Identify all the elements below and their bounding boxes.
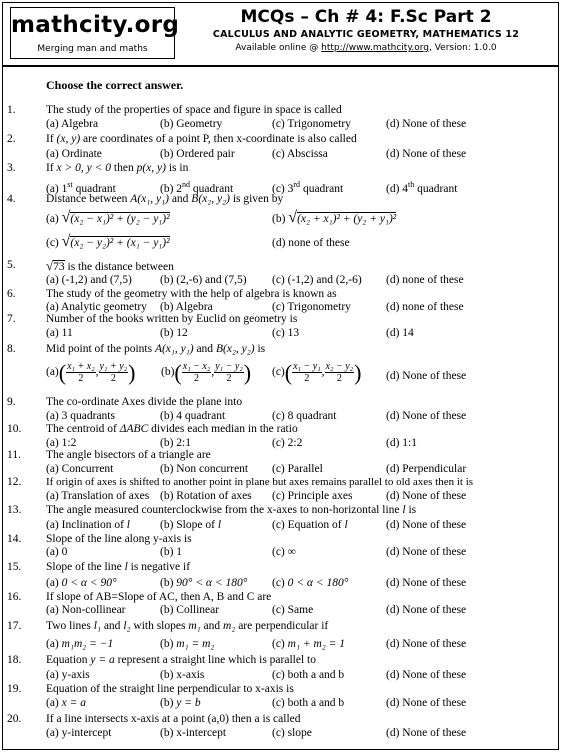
question-number: 9. xyxy=(7,396,16,408)
option-a[interactable]: (a) 0 < α < 90° xyxy=(46,577,117,589)
question-15 xyxy=(0,561,563,591)
option-c[interactable]: (c) both a and b xyxy=(272,669,345,681)
option-b[interactable]: (b) m₁ = m₂ xyxy=(160,638,215,650)
tagline: Merging man and maths xyxy=(37,44,148,54)
question-text: The angle measured counterclockwise from the x-axes to non-horizontal line l is xyxy=(46,504,417,516)
header-info xyxy=(178,6,554,55)
option-c[interactable]: (c) ∞ xyxy=(272,546,296,558)
option-b[interactable]: (b) Rotation of axes xyxy=(160,490,252,502)
option-b[interactable]: (b) 2:1 xyxy=(160,437,191,449)
question-text: Equation y = a represent a straight line which is parallel to xyxy=(46,654,316,666)
option-c[interactable]: (c) 0 < α < 180° xyxy=(272,577,349,589)
option-a[interactable]: (a) 1st quadrant xyxy=(46,180,116,195)
option-a[interactable]: (a) (-1,2) and (7,5) xyxy=(46,274,132,286)
option-c[interactable]: (c) Trigonometry xyxy=(272,301,351,313)
question-13 xyxy=(0,504,563,532)
question-text: If origin of axes is shifted to another point in plane but axes remains parallel to old axes then it is xyxy=(46,476,474,488)
availability-line xyxy=(178,42,554,55)
question-text: Slope of the line l is negative if xyxy=(46,561,191,573)
option-c[interactable]: (c) Parallel xyxy=(272,463,323,475)
question-7 xyxy=(0,313,563,341)
question-number: 14. xyxy=(7,533,22,545)
question-number: 6. xyxy=(7,288,16,300)
option-c[interactable]: (c) Equation of l xyxy=(272,519,348,531)
option-d[interactable]: (d) Perpendicular xyxy=(386,463,467,475)
question-number: 5. xyxy=(7,259,16,271)
option-a[interactable]: (a) Non-collinear xyxy=(46,604,126,616)
option-a[interactable]: (a) Analytic geometry xyxy=(46,301,147,313)
option-d[interactable]: (d) None of these xyxy=(386,546,467,558)
option-b[interactable]: (b) Slope of l xyxy=(160,519,222,531)
question-number: 18. xyxy=(7,654,22,666)
question-text: If slope of AB=Slope of AC, then A, B and C are xyxy=(46,591,272,603)
option-b[interactable]: (b) 90° < α < 180° xyxy=(160,577,248,589)
option-a[interactable]: (a) y-axis xyxy=(46,669,90,681)
question-9 xyxy=(0,396,563,424)
option-c[interactable]: (c) 3rd quadrant xyxy=(272,180,344,195)
option-c[interactable]: (c) Principle axes xyxy=(272,490,353,502)
question-text: If x > 0, y < 0 then p(x, y) is in xyxy=(46,162,189,174)
option-b[interactable]: (b) √(x₂ + x₁)² + (y₂ + y₁)² xyxy=(272,209,397,226)
question-number: 15. xyxy=(7,561,22,573)
option-c[interactable]: (c) (-1,2) and (2,-6) xyxy=(272,274,362,286)
question-number: 1. xyxy=(7,104,16,116)
question-number: 13. xyxy=(7,504,22,516)
question-text: The centroid of ΔABC divides each median in the ratio xyxy=(46,423,298,435)
option-d[interactable]: (d) None of these xyxy=(386,519,467,531)
question-number: 17. xyxy=(7,620,22,632)
option-b[interactable]: (b) Geometry xyxy=(160,118,223,130)
option-a[interactable]: (a) m₁m₂ = −1 xyxy=(46,638,114,650)
question-18 xyxy=(0,654,563,682)
option-d[interactable]: (d) none of these xyxy=(386,274,464,286)
option-c[interactable]: (c) Same xyxy=(272,604,314,616)
option-a[interactable]: (a) 0 xyxy=(46,546,68,558)
question-text: Slope of the line along y-axis is xyxy=(46,533,192,545)
option-d[interactable]: (d) none of these xyxy=(272,237,350,249)
question-4 xyxy=(0,193,563,253)
option-a[interactable]: (a) Concurrent xyxy=(46,463,114,475)
option-d[interactable]: (d) None of these xyxy=(386,697,467,709)
option-a[interactable]: (a) Inclination of l xyxy=(46,519,130,531)
option-d[interactable]: (d) None of these xyxy=(386,370,467,382)
question-text: The study of the geometry with the help of algebra is known as xyxy=(46,288,337,300)
question-number: 16. xyxy=(7,591,22,603)
question-number: 20. xyxy=(7,713,22,725)
option-a[interactable]: (a) √(x₂ − x₁)² + (y₂ − y₁)² xyxy=(46,209,170,226)
question-2 xyxy=(0,133,563,161)
option-d[interactable]: (d) None of these xyxy=(386,669,467,681)
question-text: The co-ordinate Axes divide the plane into xyxy=(46,396,243,408)
option-a[interactable]: (a) y-intercept xyxy=(46,727,112,739)
question-12 xyxy=(0,476,563,504)
question-number: 19. xyxy=(7,683,22,695)
question-number: 10. xyxy=(7,423,22,435)
option-a[interactable]: (a) Translation of axes xyxy=(46,490,150,502)
question-8 xyxy=(0,343,563,395)
option-a[interactable]: (a) 11 xyxy=(46,327,73,339)
option-d[interactable]: (d) None of these xyxy=(386,727,467,739)
option-c[interactable]: (c) 8 quadrant xyxy=(272,410,337,422)
option-a[interactable]: (a)( $\frac{\text{x₁ + x₂}}{2}$ , $\frac{\text{y₁ + y₂}}{2}$ ) xyxy=(46,360,136,385)
page-subtitle: CALCULUS AND ANALYTIC GEOMETRY, MATHEMATICS 12 xyxy=(212,29,520,40)
option-b[interactable]: (b) Non concurrent xyxy=(160,463,249,475)
option-b[interactable]: (b) y = b xyxy=(160,697,201,709)
question-text: Distance between A(x₁, y₁) and B(x₂, y₂) is given by xyxy=(46,193,284,205)
option-d[interactable]: (d) 14 xyxy=(386,327,414,339)
option-d[interactable]: (d) 4th quadrant xyxy=(386,180,458,195)
option-a[interactable]: (a) 3 quadrants xyxy=(46,410,115,422)
question-14 xyxy=(0,533,563,561)
version-text: , Version: 1.0.0 xyxy=(429,43,497,53)
question-text: Number of the books written by Euclid on geometry is xyxy=(46,313,298,325)
option-b[interactable]: (b) Collinear xyxy=(160,604,220,616)
question-number: 4. xyxy=(7,193,16,205)
question-text: The angle bisectors of a triangle are xyxy=(46,449,211,461)
question-11 xyxy=(0,449,563,477)
option-d[interactable]: (d) None of these xyxy=(386,577,467,589)
option-d[interactable]: (d) 1:1 xyxy=(386,437,417,449)
option-d[interactable]: (d) None of these xyxy=(386,490,467,502)
option-a[interactable]: (a) Algebra xyxy=(46,118,99,130)
option-d[interactable]: (d) None of these xyxy=(386,604,467,616)
question-text: Equation of the straight line perpendicular to x-axis is xyxy=(46,683,294,695)
option-c[interactable]: (c) Trigonometry xyxy=(272,118,351,130)
question-20 xyxy=(0,713,563,741)
question-17 xyxy=(0,620,563,650)
question-1 xyxy=(0,104,563,132)
option-a[interactable]: (a) 1:2 xyxy=(46,437,77,449)
option-b[interactable]: (b) (2,-6) and (7,5) xyxy=(160,274,247,286)
question-number: 8. xyxy=(7,343,16,355)
option-b[interactable]: (b) 12 xyxy=(160,327,188,339)
option-a[interactable]: (a) Ordinate xyxy=(46,148,102,160)
option-c[interactable]: (c) 13 xyxy=(272,327,300,339)
header-divider xyxy=(2,65,559,67)
option-c[interactable]: (c) √(x₂ − y₂)² + (x₁ − y₁)² xyxy=(46,233,170,250)
option-c[interactable]: (c) both a and b xyxy=(272,697,345,709)
question-text: Mid point of the points A(x₁, y₁) and B(x₂, y₂) is xyxy=(46,343,266,355)
question-number: 7. xyxy=(7,313,16,325)
option-d[interactable]: (d) None of these xyxy=(386,638,467,650)
option-b[interactable]: (b) x-intercept xyxy=(160,727,227,739)
website-link[interactable]: http://www.mathcity.org xyxy=(321,43,429,53)
option-b[interactable]: (b) Algebra xyxy=(160,301,213,313)
question-text: If (x, y) are coordinates of a point P, then x-coordinate is also called xyxy=(46,133,357,145)
option-d[interactable]: (d) None of these xyxy=(386,118,467,130)
question-5 xyxy=(0,259,563,287)
question-number: 3. xyxy=(7,162,16,174)
page-title: MCQs – Ch # 4: F.Sc Part 2 xyxy=(240,7,492,27)
question-16 xyxy=(0,591,563,619)
option-b[interactable]: (b)( $\frac{\text{x₁ − x₂}}{2}$ , $\frac{\text{y₁ − y₂}}{2}$ ) xyxy=(161,360,252,385)
option-c[interactable]: (c) slope xyxy=(272,727,312,739)
option-c[interactable]: (c) m₁ + m₂ = 1 xyxy=(272,638,346,650)
option-a[interactable]: (a) x = a xyxy=(46,697,87,709)
option-d[interactable]: (d) none of these xyxy=(386,301,464,313)
option-b[interactable]: (b) 4 quadrant xyxy=(160,410,226,422)
question-number: 11. xyxy=(7,449,21,461)
available-prefix: Available online @ xyxy=(235,43,322,53)
logo: mathcity.org xyxy=(11,12,180,38)
question-text: If a line intersects x-axis at a point (a,0) then a is called xyxy=(46,713,301,725)
option-b[interactable]: (b) Ordered pair xyxy=(160,148,235,160)
logo-box xyxy=(10,7,180,59)
option-b[interactable]: (b) 2nd quadrant xyxy=(160,180,234,195)
option-b[interactable]: (b) x-axis xyxy=(160,669,205,681)
option-c[interactable]: (c)( $\frac{\text{x₁ − y₁}}{2}$ , $\frac{\text{x₂ − y₂}}{2}$ ) xyxy=(272,360,362,385)
question-3 xyxy=(0,162,563,195)
question-text: √73 is the distance between xyxy=(46,258,174,273)
option-d[interactable]: (d) None of these xyxy=(386,148,467,160)
question-text: The study of the properties of space and figure in space is called xyxy=(46,104,342,116)
question-19 xyxy=(0,683,563,711)
question-text: Two lines l₁ and l₂ with slopes m₁ and m₂ are perpendicular if xyxy=(46,620,329,632)
option-c[interactable]: (c) 2:2 xyxy=(272,437,303,449)
option-c[interactable]: (c) Abscissa xyxy=(272,148,328,160)
question-number: 12. xyxy=(7,476,22,488)
option-b[interactable]: (b) 1 xyxy=(160,546,183,558)
question-6 xyxy=(0,288,563,316)
instruction: Choose the correct answer. xyxy=(46,78,184,92)
question-number: 2. xyxy=(7,133,16,145)
question-10 xyxy=(0,423,563,451)
option-d[interactable]: (d) None of these xyxy=(386,410,467,422)
